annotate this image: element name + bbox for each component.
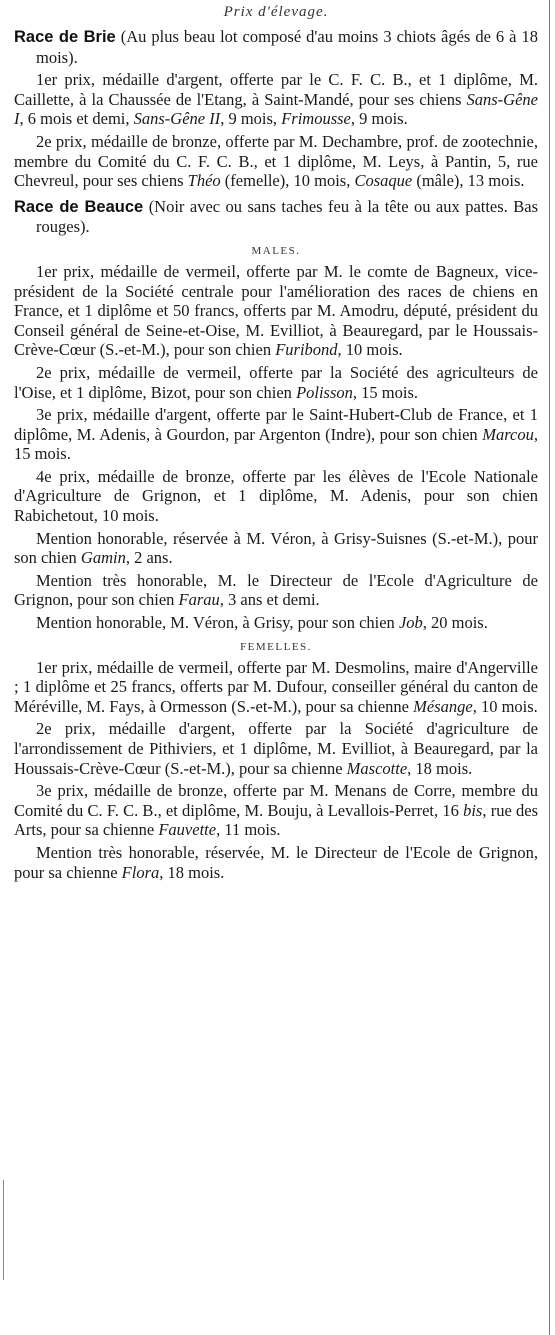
prize-text: , 15 mois. — [352, 382, 418, 402]
males-mention-2 — [14, 571, 538, 610]
females-mention — [14, 843, 538, 882]
article-column — [14, 4, 538, 882]
brie-prize-1-text: , 9 mois, — [220, 109, 282, 129]
mention-text: , 3 ans et demi. — [219, 590, 320, 610]
males-subheading: MALES. — [251, 244, 301, 257]
mention-text: Mention honorable, réservée à M. Véron, à Grisy-Suisnes (S.-et-M.), pour son chien — [14, 528, 538, 568]
brie-prize-2-text: (femelle), 10 mois, — [220, 171, 355, 191]
brie-prize-1-text: , 6 mois et demi, — [19, 109, 134, 129]
brie-prize-1 — [14, 70, 538, 129]
dog-name: Sans-Gêne II — [133, 109, 221, 129]
mention-text: , 20 mois. — [422, 613, 488, 633]
dog-name: Cosaque — [354, 171, 413, 191]
dog-name: Mascotte — [346, 758, 408, 778]
mention-text: , 18 mois. — [159, 862, 225, 882]
prize-text: , rue des Arts, pour sa chienne — [14, 800, 538, 840]
mention-text: Mention très honorable, M. le Directeur de l'Ecole d'Agriculture de Grignon, pour son chien — [14, 570, 538, 610]
brie-prize-2-text: 2e prix, médaille de bronze, offerte par M. Dechambre, prof. de zootechnie, membre du Comité du C. F. C. B., et 1 diplôme, M. Leys, à Pantin, 5, rue Chevreul, pour ses chiens — [14, 131, 538, 191]
prize-text: 1er prix, médaille de vermeil, offerte par M. Desmolins, maire d'Angerville ; 1 diplôme et 25 francs, offerts par M. Dufour, conseiller général du canton de Méréville, M. Fays, à Ormesson (S.-et-M.), pour sa chienne — [14, 657, 538, 716]
dog-name: Polisson — [296, 382, 353, 402]
prize-text: , 10 mois. — [337, 340, 403, 360]
dog-name: Mésange — [413, 696, 473, 716]
brie-prize-1-text: , 9 mois. — [350, 109, 408, 129]
dog-name: Furibond — [275, 340, 338, 360]
brie-description: (Au plus beau lot composé d'au moins 3 chiots âgés de 6 à 18 mois). — [36, 27, 538, 67]
females-prize-1 — [14, 658, 538, 717]
beauce-description: (Noir avec ou sans taches feu à la tête ou aux pattes. Bas rouges). — [36, 196, 539, 237]
females-prize-2 — [14, 719, 538, 778]
prize-text: , 18 mois. — [407, 758, 473, 778]
beauce-race-name: Race de Beauce — [14, 197, 144, 216]
dog-name: Marcou — [482, 424, 534, 444]
males-prize-1 — [14, 262, 538, 360]
mention-text: Mention très honorable, réservée, M. le Directeur de l'Ecole de Grignon, pour sa chienne — [14, 842, 538, 882]
dog-name: Frimousse — [281, 109, 351, 129]
mention-text: , 2 ans. — [125, 548, 173, 568]
dog-name: Théo — [187, 171, 221, 191]
brie-prize-2-text: (mâle), 13 mois. — [412, 171, 525, 191]
beauce-heading — [14, 197, 538, 237]
males-prize-4: 4e prix, médaille de bronze, offerte par les élèves de l'Ecole Nationale d'Agriculture de Grignon, et 1 diplôme, M. Adenis, pour son chien Rabichetout, 10 mois. — [14, 466, 538, 526]
brie-race-name: Race de Brie — [14, 28, 116, 46]
prize-text: , 15 mois. — [14, 424, 538, 464]
column-rule-right — [549, 0, 550, 1335]
brie-prize-1-text: 1er prix, médaille d'argent, offerte par le C. F. C. B., et 1 diplôme, M. Caillette, à la Chaussée de l'Etang, à Saint-Mandé, pour ses chiens — [14, 70, 538, 109]
prize-text: 3e prix, médaille de bronze, offerte par M. Menans de Corre, membre du Comité du C. F. C. B., et diplôme, M. Bouju, à Levallois-Perret, 16 — [14, 781, 538, 820]
females-prize-3 — [14, 781, 538, 840]
dog-name: Gamin — [80, 548, 126, 568]
males-mention-3 — [14, 613, 538, 633]
males-prize-3 — [14, 405, 538, 464]
dog-name: Flora — [121, 862, 160, 882]
prize-text: , 10 mois. — [472, 696, 538, 716]
prize-text: 2e prix, médaille de vermeil, offerte par la Société des agriculteurs de l'Oise, et 1 diplôme, Bizot, pour son chien — [14, 362, 538, 402]
section-title: Prix d'élevage. — [223, 4, 329, 20]
males-prize-2 — [14, 363, 538, 402]
brie-heading — [14, 27, 538, 67]
females-subheading: FEMELLES. — [240, 640, 312, 653]
street-number-suffix: bis — [463, 800, 483, 820]
dog-name: Fauvette — [158, 820, 217, 840]
dog-name: Farau — [178, 590, 220, 610]
males-mention-1 — [14, 529, 538, 568]
brie-prize-2 — [14, 132, 538, 191]
mention-text: Mention honorable, M. Véron, à Grisy, pour son chien — [36, 613, 399, 633]
prize-text: 3e prix, médaille d'argent, offerte par le Saint-Hubert-Club de France, et 1 diplôme, M. Adenis, à Gourdon, par Argenton (Indre), pour son chien — [14, 405, 538, 444]
prize-text: 1er prix, médaille de vermeil, offerte par M. le comte de Bagneux, vice-président de la Société centrale pour l'amélioration des races de chiens en France, et 1 diplôme et 50 francs, offerts par M. Amodru, député, président du Conseil général de Seine-et-Oise, M. Evilliot, à Beauregard, par le Houssais-Crève-Cœur (S.-et-M.), pour son chien — [14, 261, 538, 360]
prize-text: , 11 mois. — [216, 820, 281, 840]
column-rule-left — [3, 1180, 4, 1280]
dog-name: Sans-Gêne I — [14, 89, 538, 129]
dog-name: Job — [398, 613, 423, 633]
prize-text: 2e prix, médaille d'argent, offerte par la Société d'agriculture de l'arrondissement de Pithiviers, et 1 diplôme, M. Evilliot, à Beauregard, par la Houssais-Crève-Cœur (S.-et-M.), pour sa chienne — [14, 719, 538, 778]
